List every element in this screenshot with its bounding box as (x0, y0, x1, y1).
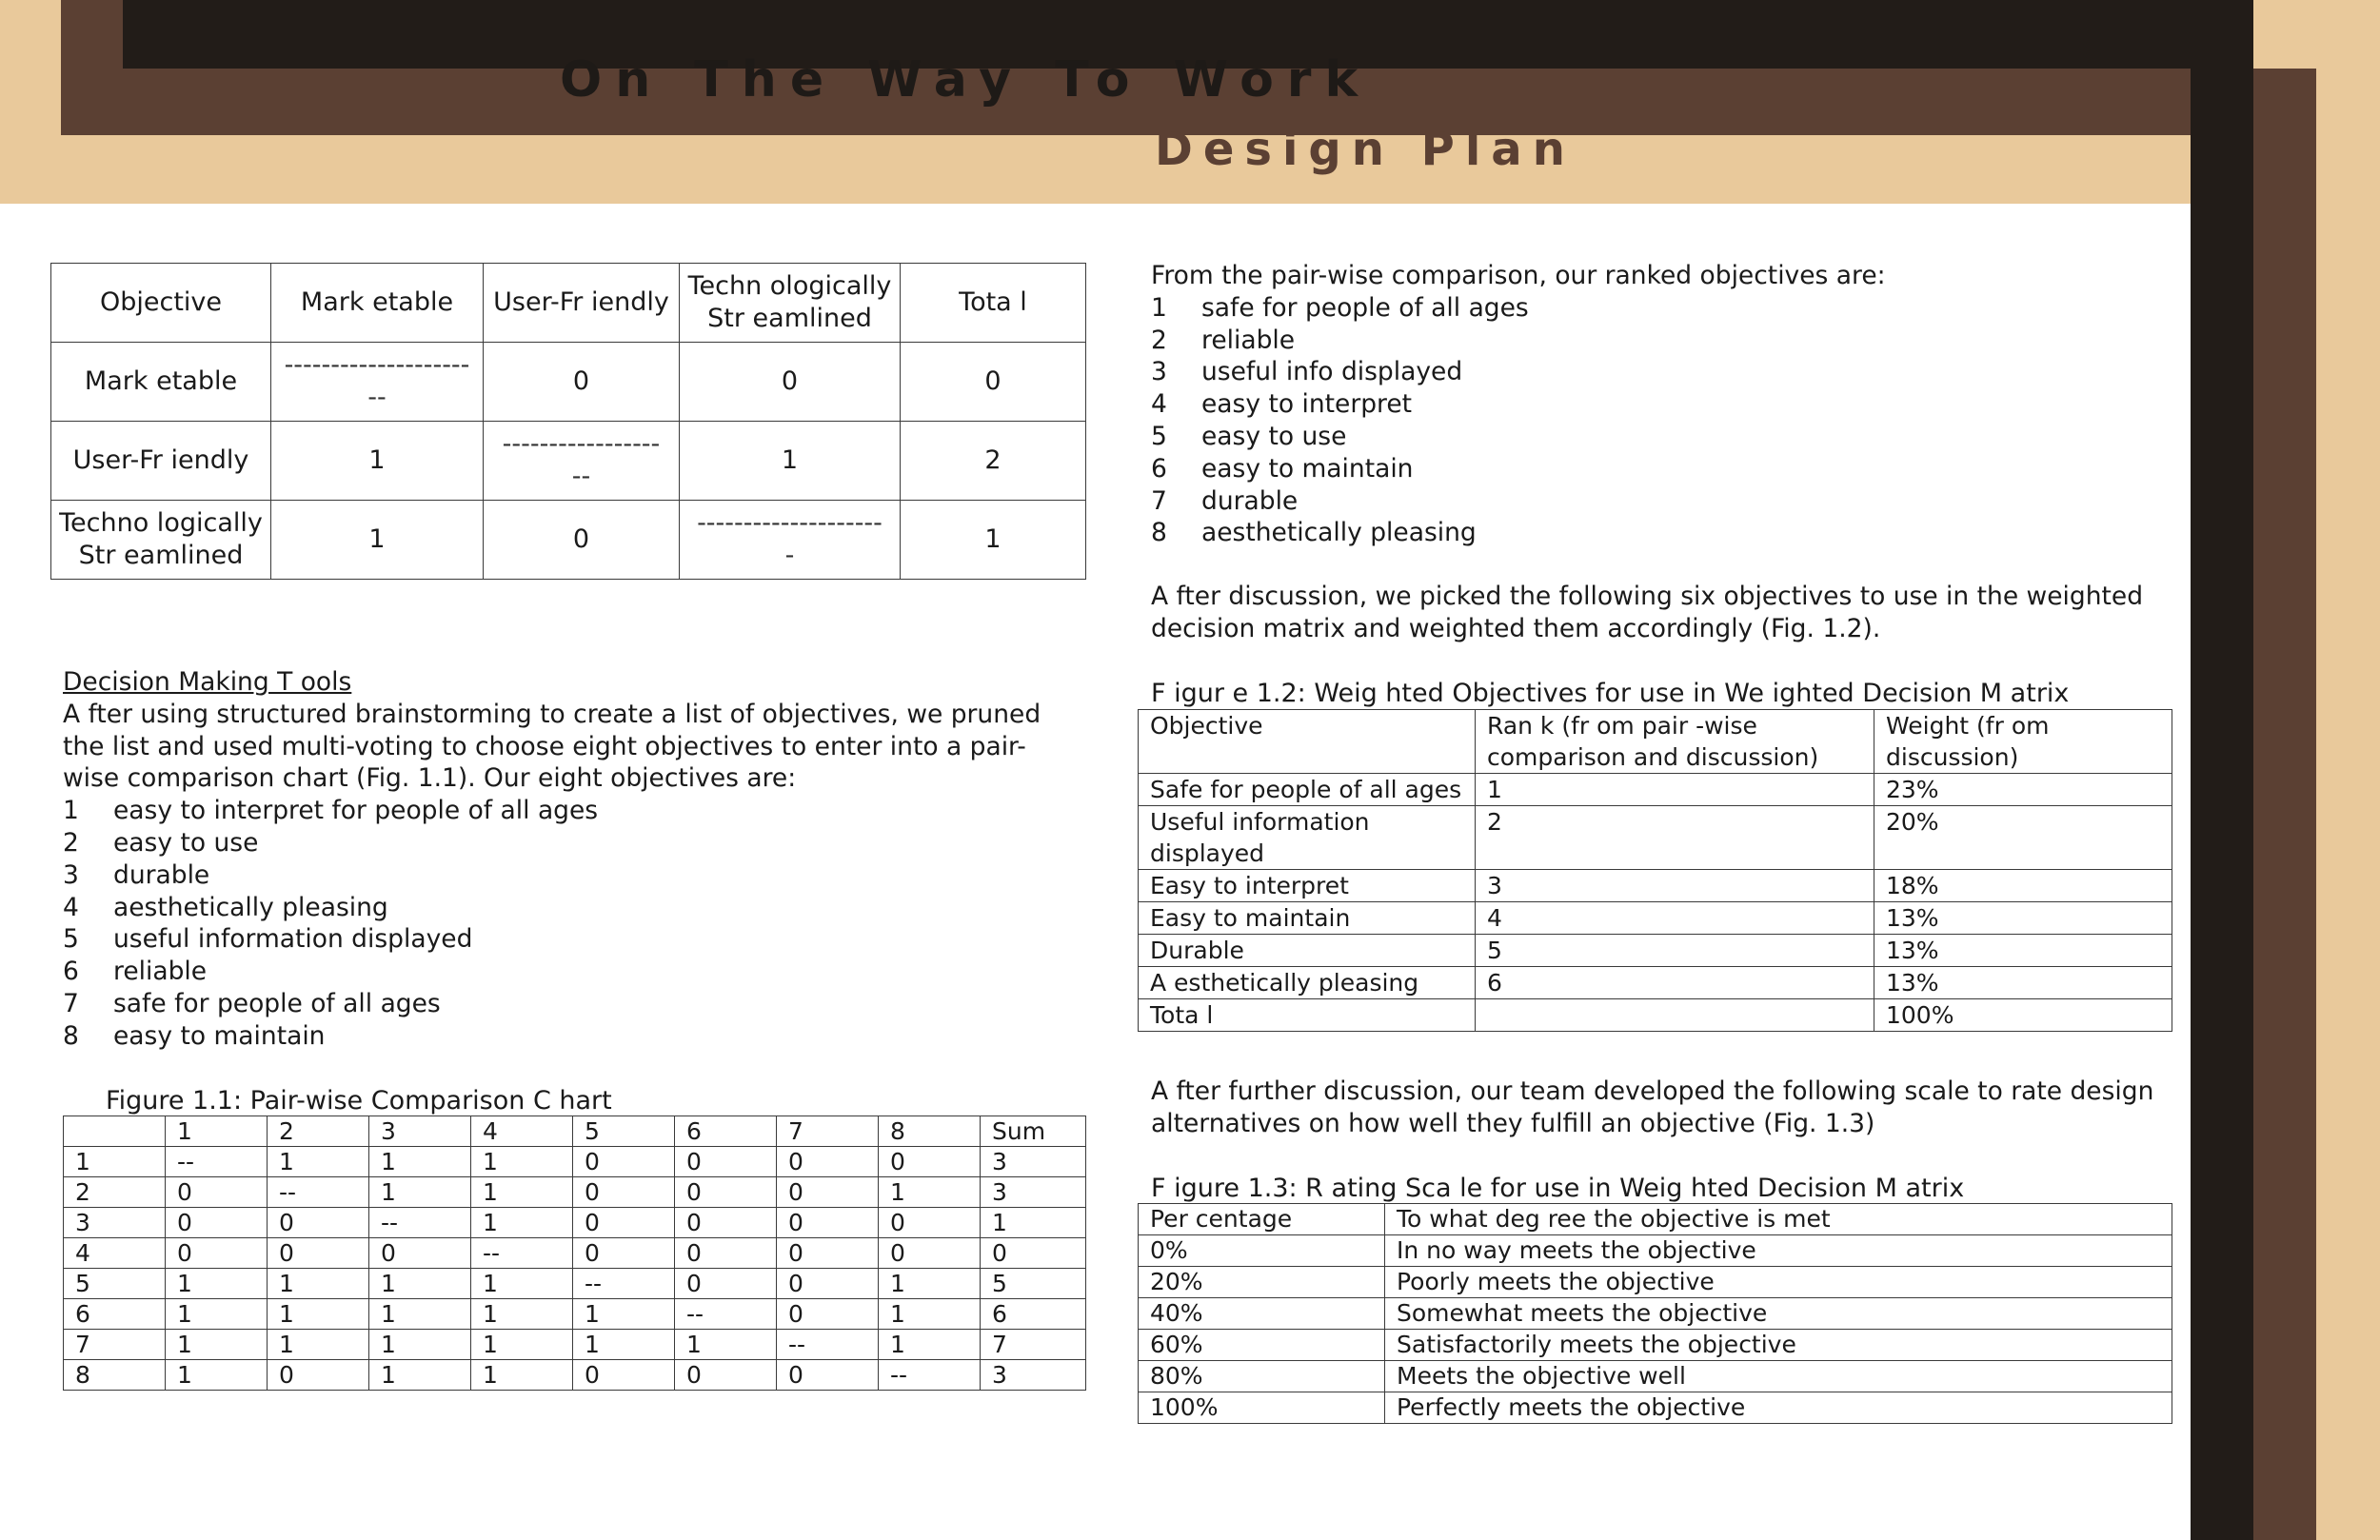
list-text: aesthetically pleasing (1201, 518, 1477, 548)
list-number: 1 (63, 796, 79, 826)
figure-1-2-title: F igur e 1.2: Weig hted Objectives for use in We ighted Decision M atrix (1151, 679, 2070, 708)
header-cell: Objective (51, 264, 271, 343)
table-cell: 6 (981, 1299, 1086, 1330)
table-cell: Durable (1139, 935, 1476, 967)
header-cell: User-Fr iendly (484, 264, 680, 343)
table-cell: 1 (471, 1177, 573, 1208)
table-cell: ----------------- -- (484, 422, 680, 501)
table-cell: -------------------- - (680, 501, 901, 580)
figure-1-1-title: Figure 1.1: Pair-wise Comparison C hart (106, 1086, 612, 1116)
table-cell: 13% (1874, 935, 2172, 967)
rating-scale-table (1138, 1203, 2172, 1424)
table-row (64, 1208, 1086, 1238)
table-cell: 5 (64, 1269, 166, 1299)
table-cell: 60% (1139, 1330, 1385, 1361)
table-row (1139, 1235, 2172, 1267)
table-cell: Tota l (1139, 999, 1476, 1032)
list-number: 5 (1151, 421, 1167, 451)
pairwise-summary-table (50, 263, 1086, 580)
header-cell: 8 (879, 1116, 981, 1147)
header-cell: To what deg ree the objective is met (1385, 1204, 2172, 1235)
header-cell: Tota l (901, 264, 1086, 343)
list-text: easy to use (1201, 421, 1347, 451)
list-number: 4 (1151, 389, 1167, 420)
table-cell: 1 (471, 1360, 573, 1391)
objectives-list (63, 795, 1072, 1052)
list-number: 1 (1151, 292, 1167, 323)
table-cell: Perfectly meets the objective (1385, 1392, 2172, 1424)
table-cell: 1 (268, 1147, 369, 1177)
table-cell: 1 (369, 1299, 471, 1330)
table-cell: 1 (166, 1299, 268, 1330)
table-cell: 0 (879, 1238, 981, 1269)
table-cell: -------------------- -- (271, 343, 484, 422)
table-cell: Useful information displayed (1139, 806, 1476, 870)
table-cell: 6 (64, 1299, 166, 1330)
table-cell: 0 (879, 1147, 981, 1177)
table-cell: -- (675, 1299, 777, 1330)
table-cell: 4 (1476, 902, 1874, 935)
table-cell: -- (777, 1330, 879, 1360)
table-cell: 1 (471, 1299, 573, 1330)
table-cell: 1 (369, 1360, 471, 1391)
header-cell: 7 (777, 1116, 879, 1147)
table-cell: User-Fr iendly (51, 422, 271, 501)
table-cell: 0 (369, 1238, 471, 1269)
table-cell: -- (369, 1208, 471, 1238)
table-row (51, 422, 1086, 501)
header-cell: 1 (166, 1116, 268, 1147)
table-cell: 0 (166, 1208, 268, 1238)
table-row (1139, 902, 2172, 935)
list-text: useful information displayed (113, 924, 473, 955)
table-cell: 1 (268, 1299, 369, 1330)
list-text: easy to maintain (1201, 453, 1414, 484)
section-paragraph: A fter using structured brainstorming to create a list of objectives, we pruned the list and used multi-voting to choose eight objectives to enter into a pair-wise comparison chart (Fig. 1.1). Our eight objectives are: (63, 699, 1041, 794)
list-number: 7 (63, 988, 79, 1018)
list-number: 6 (1151, 453, 1167, 484)
table-cell: 6 (1476, 967, 1874, 999)
table-cell: 0 (777, 1147, 879, 1177)
table-row (1139, 1267, 2172, 1298)
list-text: safe for people of all ages (1201, 292, 1529, 323)
list-number: 2 (1151, 325, 1167, 355)
header-cell: Mark etable (271, 264, 484, 343)
list-text: easy to use (113, 827, 259, 858)
header-cell: Per centage (1139, 1204, 1385, 1235)
table-cell: 0 (268, 1360, 369, 1391)
list-number: 5 (63, 924, 79, 955)
table-cell: 0 (573, 1208, 675, 1238)
list-item (63, 923, 1072, 956)
table-cell: 1 (471, 1269, 573, 1299)
table-cell: 0 (675, 1360, 777, 1391)
table-cell: 1 (471, 1330, 573, 1360)
table-cell: 1 (166, 1360, 268, 1391)
table-cell: -- (573, 1269, 675, 1299)
table-cell: 1 (271, 422, 484, 501)
table-row (64, 1330, 1086, 1360)
table-cell: 0 (675, 1177, 777, 1208)
table-cell: 0 (675, 1147, 777, 1177)
table-cell: 1 (1476, 774, 1874, 806)
table-row (64, 1147, 1086, 1177)
table-cell: 1 (879, 1299, 981, 1330)
table-row (64, 1360, 1086, 1391)
table-cell: 0 (777, 1360, 879, 1391)
table-cell: 1 (901, 501, 1086, 580)
page-title: On The Way To Work (560, 51, 1372, 109)
list-text: easy to maintain (113, 1020, 326, 1051)
table-cell: 8 (64, 1360, 166, 1391)
list-item (1151, 292, 2189, 325)
table-row (1139, 806, 2172, 870)
table-cell: -- (268, 1177, 369, 1208)
table-row (1139, 1330, 2172, 1361)
list-text: durable (113, 859, 210, 890)
table-cell: 5 (981, 1269, 1086, 1299)
list-item (63, 956, 1072, 988)
table-cell: 0% (1139, 1235, 1385, 1267)
table-cell: 0 (573, 1177, 675, 1208)
table-cell: 0 (268, 1238, 369, 1269)
table-cell: 0 (675, 1238, 777, 1269)
list-item (1151, 517, 2189, 549)
table-cell: 0 (484, 343, 680, 422)
table-cell: 13% (1874, 902, 2172, 935)
table-cell: 2 (64, 1177, 166, 1208)
table-cell: 0 (680, 343, 901, 422)
section-paragraph: A fter discussion, we picked the following six objectives to use in the weighted decision matrix and weighted them accordingly (Fig. 1.2). (1151, 582, 2144, 643)
table-cell: 0 (573, 1360, 675, 1391)
table-cell: 1 (471, 1208, 573, 1238)
table-header-row (64, 1116, 1086, 1147)
header-cell: Ran k (fr om pair -wise comparison and discussion) (1476, 710, 1874, 774)
table-cell: 1 (268, 1330, 369, 1360)
table-cell: 1 (369, 1269, 471, 1299)
table-cell (1476, 999, 1874, 1032)
header-cell: 3 (369, 1116, 471, 1147)
page-subtitle: Design Plan (1155, 123, 1576, 176)
right-band-brown (2253, 69, 2316, 1540)
table-cell: -- (166, 1147, 268, 1177)
table-cell: 2 (901, 422, 1086, 501)
list-text: aesthetically pleasing (113, 892, 388, 922)
table-cell: 7 (64, 1330, 166, 1360)
list-number: 3 (1151, 357, 1167, 387)
table-cell: -- (471, 1238, 573, 1269)
table-row (1139, 967, 2172, 999)
table-header-row (51, 264, 1086, 343)
table-cell: 13% (1874, 967, 2172, 999)
table-cell: 80% (1139, 1361, 1385, 1392)
table-cell: 3 (981, 1177, 1086, 1208)
table-cell: 1 (573, 1299, 675, 1330)
list-number: 2 (63, 827, 79, 858)
table-row (1139, 935, 2172, 967)
list-text: useful info displayed (1201, 357, 1463, 387)
table-cell: Safe for people of all ages (1139, 774, 1476, 806)
table-cell: 1 (369, 1147, 471, 1177)
table-cell: 0 (268, 1208, 369, 1238)
list-text: easy to interpret for people of all ages (113, 796, 599, 826)
table-cell: 0 (777, 1238, 879, 1269)
table-cell: A esthetically pleasing (1139, 967, 1476, 999)
list-item (63, 827, 1072, 859)
table-cell: 18% (1874, 870, 2172, 902)
table-cell: 0 (879, 1208, 981, 1238)
table-cell: 0 (981, 1238, 1086, 1269)
header-cell: 5 (573, 1116, 675, 1147)
table-cell: Satisfactorily meets the objective (1385, 1330, 2172, 1361)
header-cell: Weight (fr om discussion) (1874, 710, 2172, 774)
section-intro: From the pair-wise comparison, our ranked objectives are: (1151, 261, 1886, 290)
table-cell: 1 (680, 422, 901, 501)
table-row (64, 1177, 1086, 1208)
list-text: easy to interpret (1201, 389, 1413, 420)
table-cell: 1 (271, 501, 484, 580)
list-text: reliable (1201, 325, 1296, 355)
list-number: 3 (63, 859, 79, 890)
table-cell: 3 (64, 1208, 166, 1238)
list-item (1151, 325, 2189, 357)
table-cell: Poorly meets the objective (1385, 1267, 2172, 1298)
table-cell: 1 (879, 1177, 981, 1208)
pairwise-comparison-chart (63, 1116, 1086, 1391)
table-cell: 4 (64, 1238, 166, 1269)
header-cell: Sum (981, 1116, 1086, 1147)
table-row (64, 1299, 1086, 1330)
table-cell: 3 (981, 1360, 1086, 1391)
list-item (63, 795, 1072, 827)
table-cell: 1 (879, 1330, 981, 1360)
table-cell: Somewhat meets the objective (1385, 1298, 2172, 1330)
table-cell: Mark etable (51, 343, 271, 422)
header-cell (64, 1116, 166, 1147)
list-text: durable (1201, 485, 1299, 516)
table-cell: -- (879, 1360, 981, 1391)
table-row (64, 1238, 1086, 1269)
table-cell: 20% (1874, 806, 2172, 870)
table-row (1139, 1298, 2172, 1330)
table-cell: 7 (981, 1330, 1086, 1360)
table-cell: 1 (471, 1147, 573, 1177)
list-number: 6 (63, 957, 79, 987)
table-row (1139, 870, 2172, 902)
list-number: 4 (63, 892, 79, 922)
header-cell: 6 (675, 1116, 777, 1147)
list-item (1151, 356, 2189, 388)
table-cell: 0 (901, 343, 1086, 422)
table-cell: 1 (369, 1177, 471, 1208)
table-cell: In no way meets the objective (1385, 1235, 2172, 1267)
table-cell: 0 (166, 1177, 268, 1208)
table-row (51, 501, 1086, 580)
table-header-row (1139, 1204, 2172, 1235)
list-text: reliable (113, 957, 208, 987)
table-cell: 1 (675, 1330, 777, 1360)
list-item (1151, 421, 2189, 453)
header-cell: 2 (268, 1116, 369, 1147)
table-cell: 3 (981, 1147, 1086, 1177)
table-cell: 1 (166, 1269, 268, 1299)
header-cell: 4 (471, 1116, 573, 1147)
table-cell: 1 (981, 1208, 1086, 1238)
table-cell: 1 (573, 1330, 675, 1360)
table-cell: 0 (573, 1147, 675, 1177)
list-number: 8 (63, 1020, 79, 1051)
table-row (1139, 774, 2172, 806)
table-cell: 20% (1139, 1267, 1385, 1298)
table-cell: 40% (1139, 1298, 1385, 1330)
table-cell: Techno logically Str eamlined (51, 501, 271, 580)
table-row (51, 343, 1086, 422)
table-cell: 23% (1874, 774, 2172, 806)
list-item (63, 859, 1072, 892)
table-cell: 1 (166, 1330, 268, 1360)
table-cell: 1 (879, 1269, 981, 1299)
weighted-objectives-table (1138, 709, 2172, 1032)
list-item (1151, 453, 2189, 485)
table-cell: 3 (1476, 870, 1874, 902)
header-cell: Techn ologically Str eamlined (680, 264, 901, 343)
table-cell: 100% (1874, 999, 2172, 1032)
table-cell: 0 (777, 1299, 879, 1330)
figure-1-3-title: F igure 1.3: R ating Sca le for use in Weig hted Decision M atrix (1151, 1174, 1965, 1203)
ranked-objectives-section (1151, 260, 2189, 645)
list-text: safe for people of all ages (113, 988, 441, 1018)
table-cell: Easy to maintain (1139, 902, 1476, 935)
table-cell: 2 (1476, 806, 1874, 870)
table-cell: 5 (1476, 935, 1874, 967)
table-row (1139, 1392, 2172, 1424)
table-cell: 0 (573, 1238, 675, 1269)
table-cell: Easy to interpret (1139, 870, 1476, 902)
ranked-objectives-list (1151, 292, 2189, 549)
table-header-row (1139, 710, 2172, 774)
table-cell: 0 (777, 1177, 879, 1208)
right-band-dark (2191, 0, 2253, 1540)
table-cell: 0 (675, 1208, 777, 1238)
table-cell: 0 (777, 1269, 879, 1299)
list-item (63, 892, 1072, 924)
list-item (1151, 388, 2189, 421)
list-item (63, 1020, 1072, 1053)
list-item (63, 988, 1072, 1020)
table-cell: 100% (1139, 1392, 1385, 1424)
rating-scale-intro (1151, 1076, 2189, 1140)
table-cell: 0 (777, 1208, 879, 1238)
decision-tools-section (63, 666, 1072, 1053)
list-number: 7 (1151, 485, 1167, 516)
table-cell: 1 (268, 1269, 369, 1299)
list-item (1151, 485, 2189, 518)
right-band-tan (2316, 133, 2380, 1540)
section-paragraph: A fter further discussion, our team developed the following scale to rate design alternatives on how well they fulfill an objective (Fig. 1.3) (1151, 1076, 2154, 1138)
table-cell: 0 (675, 1269, 777, 1299)
list-number: 8 (1151, 518, 1167, 548)
table-row (1139, 999, 2172, 1032)
table-cell: 1 (64, 1147, 166, 1177)
header-cell: Objective (1139, 710, 1476, 774)
table-cell: 0 (166, 1238, 268, 1269)
table-cell: 0 (484, 501, 680, 580)
table-cell: 1 (369, 1330, 471, 1360)
table-row (1139, 1361, 2172, 1392)
table-cell: Meets the objective well (1385, 1361, 2172, 1392)
table-row (64, 1269, 1086, 1299)
section-heading: Decision Making T ools (63, 667, 352, 697)
